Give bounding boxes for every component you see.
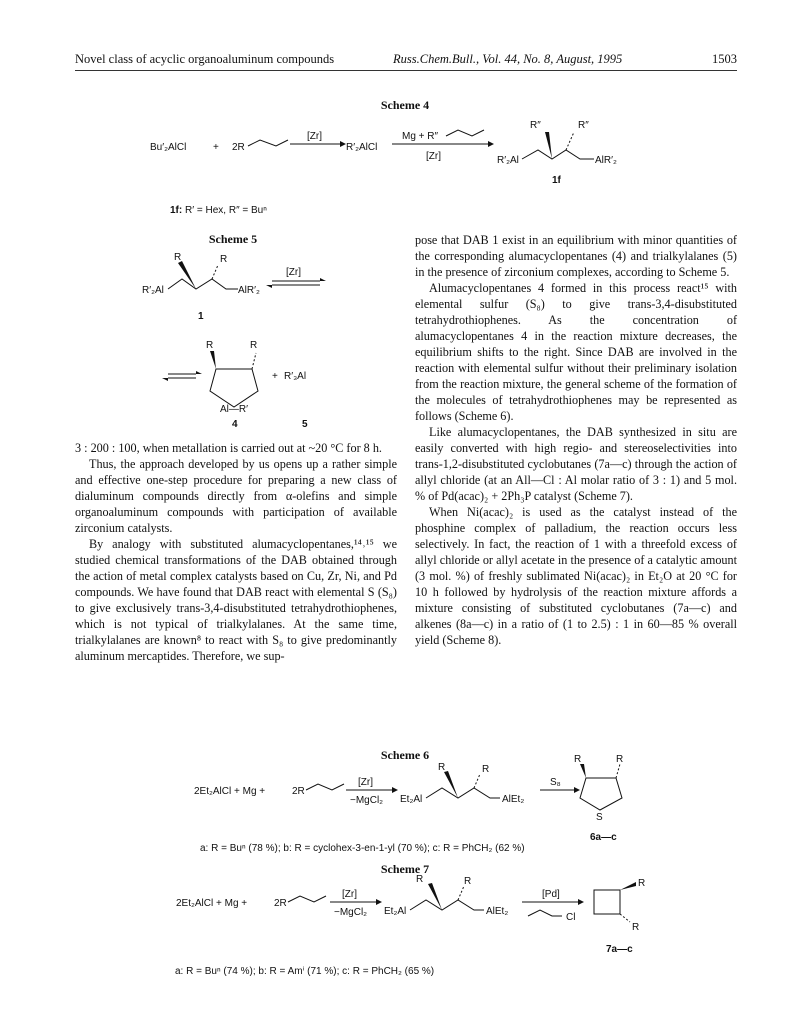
- header-title: Novel class of acyclic organoaluminum compounds: [75, 52, 335, 66]
- svg-text:[Zr]: [Zr]: [358, 777, 373, 788]
- scheme7-footnote: a: R = Buⁿ (74 %); b: R = Amⁱ (71 %); c: R = PhCH₂ (65 %): [175, 966, 435, 977]
- svg-text:AlR′₂: AlR′₂: [238, 285, 260, 296]
- svg-text:4: 4: [232, 419, 238, 430]
- svg-text:R: R: [632, 922, 640, 933]
- svg-text:−MgCl₂: −MgCl₂: [334, 907, 368, 918]
- svg-text:Bu′₂AlCl: Bu′₂AlCl: [150, 142, 187, 153]
- svg-text:R′₂AlCl: R′₂AlCl: [346, 142, 378, 153]
- svg-text:R: R: [250, 340, 258, 351]
- svg-text:Mg + R″: Mg + R″: [402, 131, 439, 142]
- right-paragraph-3: Like alumacyclopentanes, the DAB synthesized in situ are easily converted with high regio- and stereoselectivities into trans-1,2-disubstituted cyclobutanes (7a—c) through the action of allyl chloride (at an All—Cl : Al molar ratio of 3 : 1) and 5 mol. % of Pd(acac)₂ + 2Ph₃P catalyst (Scheme 7).: [415, 425, 737, 503]
- svg-text:−MgCl₂: −MgCl₂: [350, 795, 384, 806]
- page-number: 1503: [712, 52, 737, 66]
- right-column-text: [415, 232, 737, 648]
- right-paragraph-2: Alumacyclopentanes 4 formed in this process react¹⁵ with elemental sulfur (S₈) to give trans-3,4-disubstituted tetrahydrothiophenes. As the concentration of alumacyclopentanes 4 in the reaction mixture decreases, the equilibrium shifts to the right. Since DAB are involved in the reaction with elemental sulfur without their preliminary isolation from the reaction mixture, the general scheme of the formation of the molecules of tetrahydrothiophenes may be represented as follows (Scheme 6).: [415, 281, 737, 423]
- svg-text:R′₃Al: R′₃Al: [284, 371, 307, 382]
- scheme6-footnote: a: R = Buⁿ (78 %); b: R = cyclohex-3-en-1-yl (70 %); c: R = PhCH₂ (62 %): [200, 843, 525, 854]
- svg-text:Et₂Al: Et₂Al: [400, 794, 423, 805]
- svg-text:R: R: [206, 340, 214, 351]
- left-paragraph-1: 3 : 200 : 100, when metallation is carried out at ~20 °C for 8 h.: [75, 441, 382, 455]
- svg-text:R′₂Al: R′₂Al: [497, 155, 519, 166]
- svg-text:[Pd]: [Pd]: [542, 889, 560, 900]
- svg-text:R″: R″: [578, 120, 589, 131]
- svg-text:R′₂Al: R′₂Al: [142, 285, 164, 296]
- svg-text:5: 5: [302, 419, 308, 430]
- svg-text:R: R: [174, 252, 182, 263]
- svg-text:[Zr]: [Zr]: [286, 267, 301, 278]
- left-paragraph-3: By analogy with substituted alumacyclopentanes,¹⁴˒¹⁵ we studied chemical transformations of the DAB obtained through the action of metal complex catalysts based on Cu, Zr, Ni, and Pd compounds. We have found that DAB react with elemental S (S₈) to give exclusively trans-3,4-disubstituted tetrahydrothiophenes, which is not typical of trialkylalanes. At the same time, trialkylalanes are known⁸ to react with S₈ to give predominantly aluminum mercaptides. Therefore, we sup-: [75, 537, 397, 663]
- scheme4-title: Scheme 4: [380, 98, 430, 112]
- svg-text:AlR′₂: AlR′₂: [595, 155, 617, 166]
- svg-text:R: R: [416, 874, 424, 885]
- left-paragraph-2: Thus, the approach developed by us opens up a rather simple and effective one-step procedure for preparing a new class of dialuminum compounds directly from α-olefins and simple organoaluminum compounds with participation of available zirconium catalysts.: [75, 457, 397, 535]
- svg-text:Al—R′: Al—R′: [220, 404, 248, 415]
- svg-text:+: +: [272, 371, 278, 382]
- svg-text:R: R: [438, 762, 446, 773]
- scheme6-title: Scheme 6: [380, 748, 430, 762]
- svg-text:1f: 1f: [552, 175, 561, 186]
- svg-text:R: R: [482, 764, 490, 775]
- left-column-text: [75, 440, 397, 664]
- svg-text:R: R: [464, 876, 472, 887]
- svg-text:Cl: Cl: [566, 912, 576, 923]
- svg-text:R: R: [616, 754, 624, 765]
- svg-text:2R: 2R: [292, 786, 305, 797]
- header-citation: Russ.Chem.Bull., Vol. 44, No. 8, August, 1995: [393, 52, 623, 66]
- svg-text:6a—c: 6a—c: [590, 832, 617, 843]
- svg-text:R: R: [220, 254, 228, 265]
- scheme7-title: Scheme 7: [380, 862, 430, 876]
- svg-text:1: 1: [198, 311, 204, 322]
- header-rule: [75, 70, 737, 71]
- svg-text:S₈: S₈: [550, 777, 561, 788]
- svg-text:S: S: [596, 812, 603, 823]
- svg-text:R: R: [574, 754, 582, 765]
- scheme5-title: Scheme 5: [208, 232, 258, 246]
- svg-text:Et₂Al: Et₂Al: [384, 906, 407, 917]
- svg-text:R″: R″: [530, 120, 541, 131]
- svg-text:AlEt₂: AlEt₂: [502, 794, 525, 805]
- scheme4-diagram: [0, 110, 807, 200]
- svg-text:[Zr]: [Zr]: [342, 889, 357, 900]
- scheme7-diagram: [0, 872, 807, 955]
- right-paragraph-1: pose that DAB 1 exist in an equilibrium with minor quantities of the corresponding alumacyclopentanes (4) and trialkylalanes (5) in the presence of zirconium complexes, according to Scheme 5.: [415, 233, 737, 279]
- svg-text:2Et₂AlCl + Mg +: 2Et₂AlCl + Mg +: [176, 898, 248, 909]
- svg-text:[Zr]: [Zr]: [307, 131, 322, 142]
- svg-text:2R: 2R: [274, 898, 287, 909]
- svg-text:+: +: [213, 142, 219, 153]
- scheme4-footnote: 1f: R′ = Hex, R″ = Buⁿ: [170, 205, 267, 216]
- svg-text:R: R: [638, 878, 646, 889]
- svg-text:AlEt₂: AlEt₂: [486, 906, 509, 917]
- scheme5-diagram: [0, 245, 400, 430]
- svg-text:2R: 2R: [232, 142, 245, 153]
- svg-text:7a—c: 7a—c: [606, 944, 633, 955]
- svg-text:2Et₂AlCl + Mg +: 2Et₂AlCl + Mg +: [194, 786, 266, 797]
- right-paragraph-4: When Ni(acac)₂ is used as the catalyst instead of the phosphine complex of palladium, the reaction occurs less selectively. In fact, the reaction of 1 with a threefold excess of allyl chloride or allyl acetate in the presence of a catalytic amount (3 mol. %) of freshly sublimated Ni(acac)₂ in Et₂O at 20 °C for 10 h followed by hydrolysis of the reaction mixture affords a mixture consisting of substituted cyclobutanes (7a—c) and alkenes (8a—c) in a ratio of (1 to 2.5) : 1 in 60—85 % overall yield (Scheme 8).: [415, 505, 737, 647]
- svg-text:[Zr]: [Zr]: [426, 151, 441, 162]
